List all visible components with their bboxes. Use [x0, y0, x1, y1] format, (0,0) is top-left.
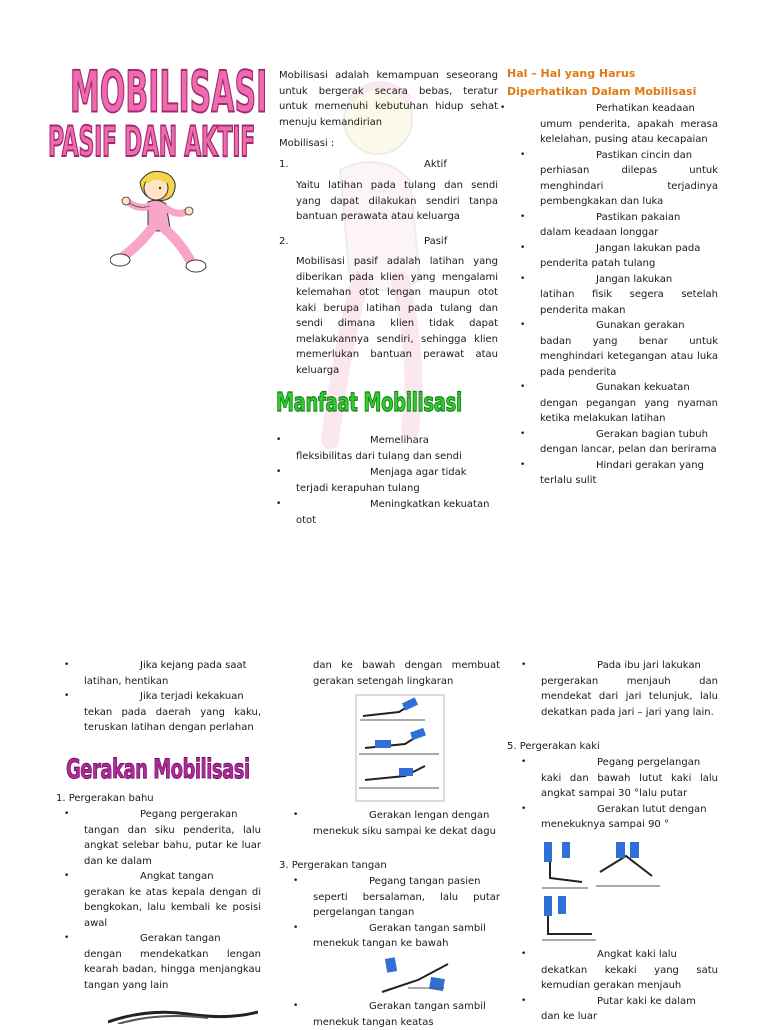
running-girl-illustration [110, 168, 210, 276]
kaki-illustration-1 [542, 838, 590, 892]
list-item: • Pegang pergelangan kaki dan bawah lutut kaki lalu angkat sampai 30 °lalu putar [541, 755, 718, 802]
kaki-list-2 [541, 947, 718, 1025]
bahu-heading: 1. Pergerakan bahu [56, 793, 154, 804]
jari-list [541, 658, 718, 720]
main-title-line2-wrap [48, 120, 263, 168]
kaki-illustration-2 [596, 836, 662, 892]
main-title [68, 60, 268, 127]
list-item: • Menjaga agar tidak terjadi kerapuhan tulang [296, 465, 498, 496]
list-item: • Jangan lakukan pada penderita patah tulang [540, 241, 718, 272]
list-item: • Memelihara fleksibilitas dari tulang dan sendi [296, 433, 498, 464]
list-item: • Gerakan lutut dengan menekuknya sampai 90 ° [541, 802, 718, 833]
list-item: • Perhatikan keadaan umum penderita, apakah merasa kelelahan, pusing atau kecapaian [520, 101, 718, 148]
list-item: • Gerakan tangan sambil menekuk tangan ke bawah [313, 921, 500, 952]
list-item: • Gerakan tangan sambil menekuk tangan keatas [313, 999, 500, 1030]
tangan-list-last [313, 999, 500, 1030]
kaki-heading: 5. Pergerakan kaki [507, 741, 600, 752]
item2-heading [279, 234, 498, 250]
list-item: • Putar kaki ke dalam dan ke luar [541, 994, 718, 1025]
manfaat-heading: Manfaat Mobilisasi [276, 388, 462, 419]
bottom-left-list [84, 658, 261, 736]
kaki-illustration-3 [542, 890, 598, 946]
hal-list [540, 101, 718, 489]
tangan-illustration [378, 952, 458, 998]
lengan-illustration [355, 694, 445, 802]
hal-heading-line2: Diperhatikan Dalam Mobilisasi [507, 85, 697, 98]
item2-text: Mobilisasi pasif adalah latihan yang diberikan pada klien yang mengalami kelemahan otot lengan maupun otot kaki berupa latihan pada tulang dan sendi dimana klien tidak dapat melakukannya sendiri, sehingga klien memerlukan bantuan perawat atau keluarga [296, 256, 498, 376]
list-item: • Jika terjadi kekakuan tekan pada daerah yang kaku, teruskan latihan dengan perlahan [84, 689, 261, 736]
bahu-list [84, 807, 261, 993]
kaki-list [541, 755, 718, 833]
gerakan-heading-wrap [66, 754, 266, 786]
item1-text: Yaitu latihan pada tulang dan sendi yang dapat dilakukan sendiri tanpa bantuan perawata atau keluarga [296, 180, 498, 222]
list-item: • Gunakan gerakan badan yang benar untuk menghindari ketegangan atau luka pada penderita [540, 318, 718, 380]
list-item: • Jangan lakukan latihan fisik segera setelah penderita makan [540, 272, 718, 319]
intro-paragraph: Mobilisasi adalah kemampuan seseorang untuk bergerak secara bebas, teratur untuk memenuhi kebutuhan hidup sehat menuju kemandirian [279, 70, 498, 128]
item2-number: 2. [279, 236, 289, 247]
list-item: • Jika kejang pada saat latihan, hentikan [84, 658, 261, 689]
list-item: • Pastikan pakaian dalam keadaan longgar [540, 210, 718, 241]
list-item: • Pada ibu jari lakukan pergerakan menjauh dan mendekat dari jari telunjuk, lalu dekatkan pada jari – jari yang lain. [541, 658, 718, 720]
list-item: • Angkat tangan gerakan ke atas kepala dengan di bengkokan, lalu kembali ke posisi awal [84, 869, 261, 931]
item2-label: Pasif [424, 236, 448, 247]
hal-heading-line1: Hal – Hal yang Harus [507, 67, 636, 80]
main-title-line1: MOBILISASI [70, 60, 268, 127]
item1-heading [279, 157, 498, 173]
main-title-line2: PASIF DAN AKTIF [48, 120, 256, 168]
list-item: • Hindari gerakan yang terlalu sulit [540, 458, 718, 489]
list-item: • Pegang pergerakan tangan dan siku penderita, lalu angkat selebar bahu, putar ke luar dan ke dalam [84, 807, 261, 869]
gerakan-heading: Gerakan Mobilisasi [66, 754, 250, 786]
list-item: • Gerakan tangan dengan mendekatkan lengan kearah badan, hingga menjangkau tangan yang lain [84, 931, 261, 993]
tangan-heading: 3. Pergerakan tangan [279, 860, 387, 871]
manfaat-heading-wrap [276, 388, 516, 419]
list-item: • Angkat kaki lalu dekatkan kekaki yang satu kemudian gerakan menjauh [541, 947, 718, 994]
list-item: • Gunakan kekuatan dengan pegangan yang nyaman ketika melakukan latihan [540, 380, 718, 427]
tangan-list [313, 874, 500, 952]
item1-number: 1. [279, 159, 289, 170]
bahu-continuation: dan ke bawah dengan membuat gerakan setengah lingkaran [313, 660, 500, 687]
bahu-illustration [108, 1004, 258, 1024]
list-item: • Gerakan bagian tubuh dengan lancar, pelan dan berirama [540, 427, 718, 458]
list-item: • Meningkatkan kekuatan otot [296, 497, 498, 528]
item1-label: Aktif [424, 159, 447, 170]
list-item: • Pastikan cincin dan perhiasan dilepas untuk menghindari terjadinya pembengkakan dan luka [540, 148, 718, 210]
list-item: • Gerakan lengan dengan menekuk siku sampai ke dekat dagu [313, 808, 500, 839]
lengan-list [313, 808, 500, 839]
mobilisasi-list-label: Mobilisasi : [279, 138, 335, 149]
manfaat-list [296, 433, 498, 528]
list-item: • Pegang tangan pasien seperti bersalaman, lalu putar pergelangan tangan [313, 874, 500, 921]
